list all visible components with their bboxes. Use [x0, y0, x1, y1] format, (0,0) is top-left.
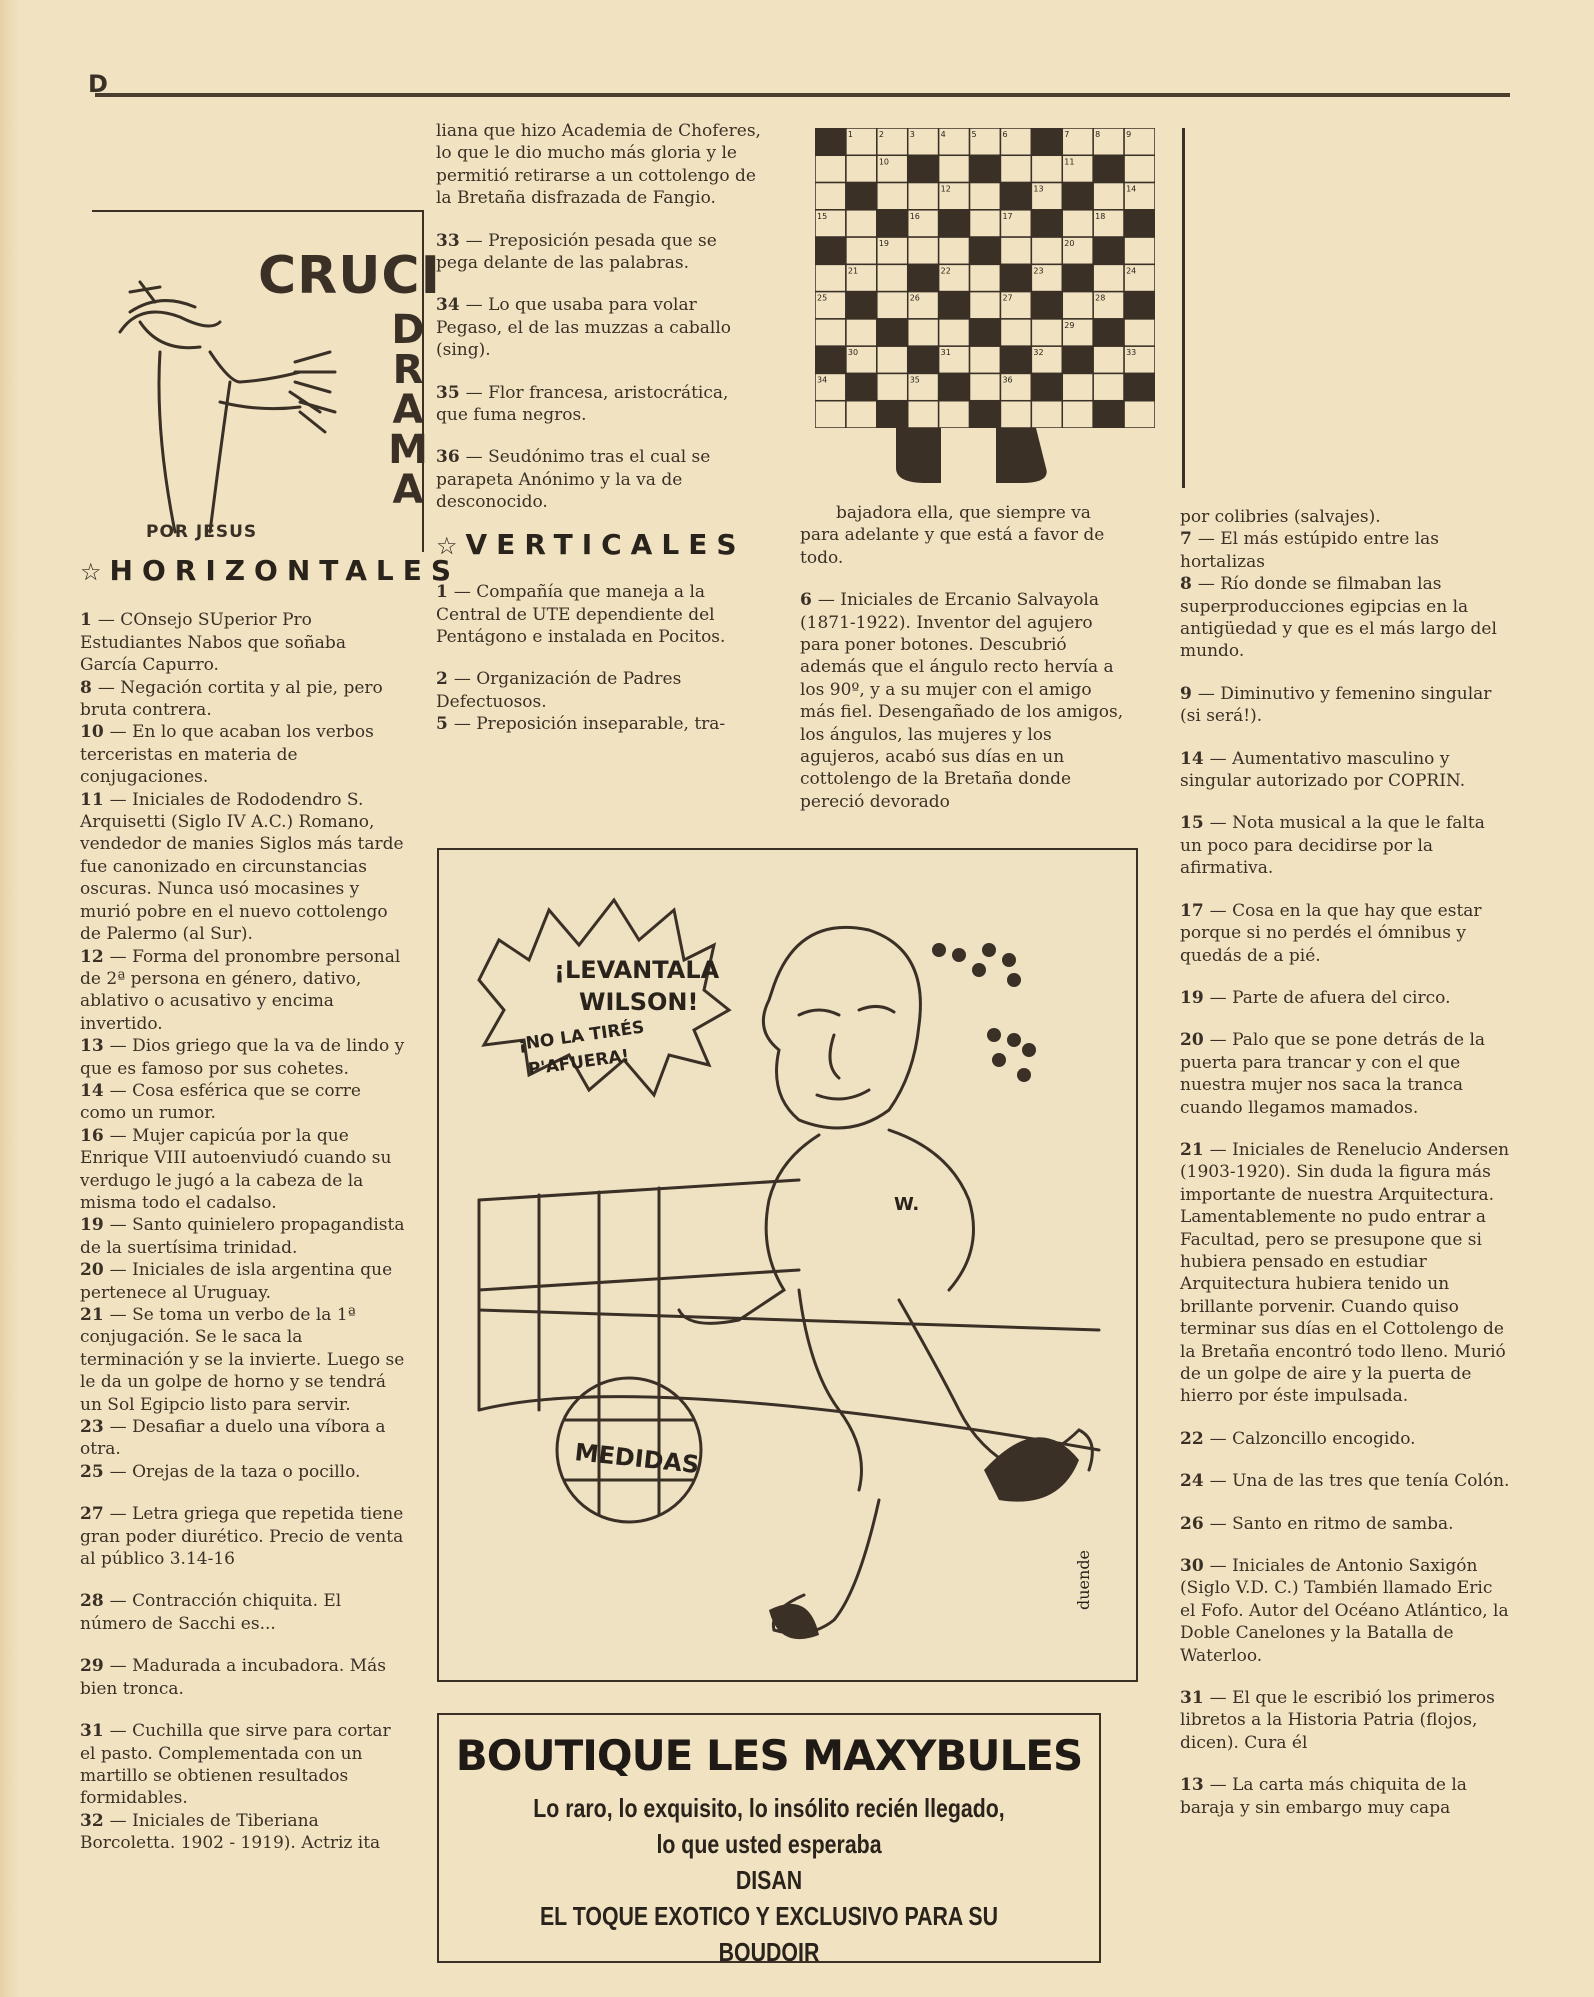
clue-text: — Palo que se pone detrás de la puerta para trancar y con el que nuestra mujer nos saca la tranca cuando llegamos mamados.: [1180, 1030, 1486, 1118]
crossword-number: 4: [940, 130, 946, 139]
cartoon-illustration: [437, 848, 1138, 1682]
crossword-cell: [1000, 264, 1031, 291]
crossword-cell: [970, 373, 1001, 400]
crossword-number: 6: [1002, 130, 1008, 139]
crossword-cell: [1031, 292, 1062, 319]
crossword-number: 31: [940, 348, 951, 358]
clue-number: 9: [1180, 683, 1192, 704]
clue-number: 14: [1180, 748, 1204, 769]
crossword-cell: [1124, 319, 1155, 346]
crossword-cell: [877, 210, 908, 237]
clue-text: — Seudónimo tras el cual se parapeta Anónimo y la va de desconocido.: [436, 447, 711, 513]
clue-number: 8: [80, 677, 92, 698]
crossword-number: 15: [817, 211, 828, 221]
title-cruci: CRUCI: [258, 246, 441, 306]
crossword-cell: [908, 155, 939, 182]
clue-number: 19: [80, 1215, 104, 1236]
crossword-cell: [908, 264, 939, 291]
clue-text: — Iniciales de Ercanio Salvayola (1871-1922). Inventor del agujero para poner botones. Descubrió además que el ángulo recto hervía a los 90º, y a su mujer con el amigo más fiel. Desengañado de los amigos, los ángulos, las mujeres y los agujeros, acabó sus días en un cottolengo de la Bretaña donde pereció devorado: [800, 590, 1124, 812]
title-drama-letter: D: [391, 307, 425, 353]
crossword-cell: [1124, 155, 1155, 182]
clue-text: — Iniciales de Tiberiana Borcoletta. 1902 - 1919). Actriz ita: [80, 1810, 381, 1854]
title-drama-letter: A: [392, 387, 424, 433]
crossword-number: 2: [878, 130, 884, 139]
crossword-cell: [877, 292, 908, 319]
clue-entry: [80, 946, 405, 1036]
crossword-cell: [1031, 155, 1062, 182]
crossword-cell: [1124, 292, 1155, 319]
clue-text: — Compañía que maneja a la Central de UTE dependiente del Pentágono e instalada en Pocitos.: [436, 582, 726, 647]
crossword-cell: [1031, 128, 1062, 155]
clue-text: — Iniciales de Rododendro S. Arquisetti (Siglo IV A.C.) Romano, vendedor de manies Siglos más tarde fue canonizado en circunstancias oscuras. Nunca usó mocasines y murió pobre en el nuevo cottolengo de Palermo (al Sur).: [80, 789, 404, 945]
crossword-number: 27: [1002, 293, 1013, 303]
clue-text: — Cosa esférica que se corre como un rumor.: [80, 1080, 361, 1124]
title-drama-letter: A: [392, 467, 424, 513]
clue-entry: [1180, 528, 1510, 573]
clue-text: — Cosa en la que hay que estar porque si no perdés el ómnibus y quedás de a pié.: [1180, 900, 1482, 966]
speech-line-4: P'AFUERA!: [526, 1045, 631, 1080]
clue-number: 31: [80, 1721, 104, 1742]
clue-entry: [436, 713, 761, 735]
crossword-cell: [1000, 155, 1031, 182]
clue-entry: [80, 1080, 405, 1125]
clue-text: — Contracción chiquita. El número de Sacchi es...: [80, 1591, 342, 1634]
verticales-col3-lead: bajadora ella, que siempre va para adelante y que está a favor de todo.: [800, 503, 1105, 568]
crossword-cell: [939, 237, 970, 264]
clue-text: — Preposición inseparable, tra-: [453, 714, 726, 735]
crossword-cell: [815, 155, 846, 182]
crossword-cell: [939, 155, 970, 182]
crossword-cell: [1124, 237, 1155, 264]
clue-number: 22: [1180, 1428, 1204, 1449]
crossword-number: 19: [878, 239, 890, 249]
crossword-cell: [1031, 237, 1062, 264]
clue-entry: [436, 382, 761, 427]
crossword-cell: [939, 401, 970, 428]
clue-text: — Aumentativo masculino y singular autorizado por COPRIN.: [1180, 748, 1466, 792]
crossword-cell: [970, 292, 1001, 319]
ad-line-2: lo que usted esperaba: [656, 1829, 882, 1859]
clue-entry: [80, 1125, 405, 1215]
crossword-cell: [846, 210, 877, 237]
clue-text: — Orejas de la taza o pocillo.: [109, 1461, 361, 1482]
clue-number: 28: [80, 1591, 104, 1612]
crossword-cell: [1000, 401, 1031, 428]
verticales-heading: [436, 527, 761, 561]
clue-text: — Dios griego que la va de lindo y que es famoso por sus cohetes.: [80, 1036, 405, 1079]
horizontales-heading: [80, 554, 460, 587]
clue-text: — Calzoncillo encogido.: [1209, 1428, 1416, 1449]
crossword-cell: [908, 183, 939, 210]
crossword-cell: [1000, 319, 1031, 346]
crossword-cell: [1093, 183, 1124, 210]
clue-entry: [1180, 900, 1510, 967]
clue-text: — Parte de afuera del circo.: [1209, 987, 1451, 1008]
crossword-cell: [1031, 373, 1062, 400]
crossword-number: 9: [1126, 130, 1132, 139]
clue-number: 16: [80, 1125, 104, 1146]
crossword-number: 10: [878, 157, 890, 167]
clue-text: — Una de las tres que tenía Colón.: [1209, 1471, 1510, 1492]
page-mark: D: [88, 70, 108, 98]
title-drama-letter: R: [392, 347, 424, 393]
crossword-cell: [1031, 401, 1062, 428]
clue-text: — Letra griega que repetida tiene gran poder diurético. Precio de venta al público 3.14-16: [80, 1504, 404, 1570]
clue-entry: [436, 446, 761, 513]
title-drama-letter: M: [388, 427, 428, 473]
ball-label: MEDIDAS: [573, 1438, 701, 1480]
clue-number: 13: [1180, 1775, 1204, 1796]
crossword-cell: [939, 373, 970, 400]
crossword-cell: [1093, 373, 1124, 400]
clue-text: — Nota musical a la que le falta un poco para decidirse por la afirmativa.: [1180, 813, 1485, 879]
clue-number: 35: [436, 382, 460, 403]
crossword-cell: [815, 128, 846, 155]
crossword-cell: [908, 346, 939, 373]
crossword-cell: [970, 183, 1001, 210]
clue-number: 36: [436, 447, 460, 468]
crossword-cell: [908, 401, 939, 428]
shirt-letter: W.: [894, 1194, 920, 1215]
clue-number: 5: [436, 714, 448, 735]
crossword-cell: [846, 183, 877, 210]
crossword-number: 17: [1002, 211, 1013, 221]
crossword-cell: [1000, 237, 1031, 264]
star-icon: ☆: [80, 558, 104, 586]
crossword-cell: [1062, 373, 1093, 400]
crossword-number: 16: [909, 211, 920, 221]
crossword-number: 11: [1064, 157, 1075, 167]
clue-text: — El que le escribió los primeros libretos a la Historia Patria (flojos, dicen). Cura él: [1180, 1688, 1495, 1753]
clue-entry: [80, 1655, 405, 1700]
crossword-cell: [846, 155, 877, 182]
crossword-number: 1: [847, 130, 854, 139]
clue-entry: [1180, 748, 1510, 793]
clue-entry: [80, 1416, 405, 1461]
clue-text: — Diminutivo y femenino singular (si será!).: [1180, 683, 1492, 727]
crossword-cell: [815, 183, 846, 210]
crossword-cell: [1000, 346, 1031, 373]
ad-line-1: Lo raro, lo exquisito, lo insólito recién llegado,: [533, 1793, 1005, 1823]
crossword-number: 32: [1033, 348, 1044, 358]
verticales-heading-text: VERTICALES: [465, 527, 746, 561]
cartoonist-signature: duende: [1074, 1549, 1093, 1610]
clue-number: 21: [80, 1305, 104, 1325]
clue-text: — Iniciales de isla argentina que pertenece al Uruguay.: [80, 1260, 393, 1303]
clue-entry: [80, 1503, 405, 1570]
clue-number: 19: [1180, 987, 1204, 1008]
clue-text: — Preposición pesada que se pega delante de las palabras.: [436, 230, 717, 274]
crossword-number: 13: [1033, 184, 1044, 194]
speech-line-2: WILSON!: [579, 988, 699, 1016]
clue-number: 25: [80, 1461, 104, 1482]
crossword-grid: [815, 128, 1155, 428]
crossword-number: 21: [847, 266, 859, 276]
clue-entry: [80, 1590, 405, 1635]
clue-number: 6: [800, 590, 812, 611]
clue-text: — Forma del pronombre personal de 2ª persona en género, dativo, ablativo o acusativo y encima invertido.: [80, 946, 401, 1034]
clue-entry: [1180, 1428, 1510, 1450]
clue-entry: [80, 1720, 405, 1810]
clue-number: 13: [80, 1036, 104, 1057]
clue-text: — Iniciales de Renelucio Andersen (1903-1920). Sin duda la figura más importante de nuestra Arquitectura. Lamentablemente no pudo entrar a Facultad, pero se presupone que si hubiera pensado en estudiar Arquitectura hubiera tenido un brillante porvenir. Cuando quiso terminar sus días en el Cottolengo de la Bretaña encontró todo lleno. Murió de un golpe de aire y la puerta de hierro por éste impulsada.: [1180, 1139, 1510, 1407]
clue-text: — Flor francesa, aristocrática, que fuma negros.: [436, 382, 729, 426]
crossword-cell: [970, 264, 1001, 291]
crossword-pole: [1182, 128, 1185, 488]
crossword-number: 24: [1126, 266, 1137, 276]
clue-number: 14: [80, 1080, 104, 1101]
horizontales-continued-list: [436, 230, 761, 514]
crossword-number: 33: [1126, 348, 1137, 358]
crossword-cell: [877, 319, 908, 346]
crossword-cell: [1062, 401, 1093, 428]
clue-text: — Mujer capicúa por la que Enrique VIII autoenviudó cuando su verdugo le jugó a la cabeza de la misma todo el cadalso.: [80, 1125, 392, 1213]
crossword-number: 8: [1095, 130, 1101, 139]
clue-number: 8: [1180, 574, 1192, 595]
clue-number: 17: [1180, 900, 1204, 921]
boutique-ad: [437, 1713, 1101, 1967]
clue-entry: [436, 668, 761, 713]
clue-entry: [436, 581, 761, 648]
ad-line-3: DISAN: [735, 1865, 803, 1895]
clue-number: 20: [80, 1260, 104, 1281]
clue-number: 7: [1180, 529, 1192, 550]
crossword-cell: [908, 237, 939, 264]
crossword-cell: [939, 319, 970, 346]
crossword-cell: [877, 401, 908, 428]
crossword-number: 29: [1064, 320, 1075, 330]
column-four: [1180, 506, 1510, 1819]
crossword-cell: [1124, 210, 1155, 237]
verticales-col4-list: [1180, 528, 1510, 1819]
crossword-cell: [970, 401, 1001, 428]
clue-entry: [80, 609, 405, 676]
crossword-cell: [1093, 155, 1124, 182]
clue-number: 30: [1180, 1556, 1204, 1577]
crossword-cell: [1062, 346, 1093, 373]
crossword-cell: [846, 373, 877, 400]
clue-number: 1: [80, 610, 92, 631]
crossword-cell: [846, 319, 877, 346]
crossword-cell: [846, 401, 877, 428]
crossword-cell: [1093, 264, 1124, 291]
verticales-col4-lead: por colibries (salvajes).: [1180, 507, 1381, 527]
clue-number: 32: [80, 1810, 104, 1831]
clue-entry: [1180, 1555, 1510, 1667]
crossword-number: 36: [1002, 375, 1013, 385]
clue-number: 29: [80, 1656, 104, 1677]
clue-entry: [80, 1214, 405, 1259]
crossword-cell: [815, 319, 846, 346]
crossword-number: 18: [1095, 211, 1106, 221]
clue-number: 20: [1180, 1030, 1204, 1051]
crossword-cell: [815, 237, 846, 264]
crossword-cell: [939, 210, 970, 237]
star-icon: ☆: [436, 531, 460, 560]
clue-entry: [80, 1304, 405, 1416]
clue-entry: [80, 721, 405, 788]
crossword-cell: [939, 292, 970, 319]
clue-number: 21: [1180, 1139, 1204, 1160]
clue-entry: [1180, 1774, 1510, 1819]
crossword-number: 30: [847, 348, 859, 358]
crossword-cell: [1093, 319, 1124, 346]
clue-entry: [436, 230, 761, 275]
clue-entry: [80, 1461, 405, 1483]
horizontales-continued-lead: liana que hizo Academia de Choferes, lo que le dio mucho más gloria y le permitió retirarse a un cottolengo de la Bretaña disfrazada de Fangio.: [436, 121, 761, 209]
clue-number: 11: [80, 789, 104, 810]
clue-entry: [1180, 1029, 1510, 1119]
crossword-cell: [1000, 183, 1031, 210]
clue-number: 27: [80, 1504, 104, 1525]
clue-text: — Río donde se filmaban las superproducciones egipcias en la antigüedad y que es el más largo del mundo.: [1180, 574, 1497, 662]
clue-text: — Santo quinielero propagandista de la suertísima trinidad.: [80, 1215, 405, 1258]
crossword-number: 20: [1064, 239, 1075, 249]
clue-number: 15: [1180, 813, 1204, 834]
clue-text: — Lo que usaba para volar Pegaso, el de las muzzas a caballo (sing).: [436, 295, 732, 361]
clue-text: — Santo en ritmo de samba.: [1209, 1513, 1454, 1534]
crossword-cell: [846, 237, 877, 264]
cartoon-drawing: [439, 850, 1136, 1680]
speech-line-3: ¡NO LA TIRÉS: [516, 1017, 646, 1055]
clue-text: — Iniciales de Antonio Saxigón (Siglo V.D. C.) También llamado Eric el Fofo. Autor del Océano Atlántico, la Doble Canelones y la Batalla de Waterloo.: [1180, 1556, 1509, 1666]
clue-entry: [1180, 1470, 1510, 1492]
crossword-cell: [970, 319, 1001, 346]
crossword-feet-illustration: [886, 428, 1056, 488]
crossword-cell: [877, 264, 908, 291]
verticales-col3-list: [800, 589, 1125, 813]
horizontales-column: [80, 554, 460, 1855]
crossword-cell: [1062, 183, 1093, 210]
crossword-cell: [970, 155, 1001, 182]
crossword-cell: [1031, 210, 1062, 237]
crossword-number: 28: [1095, 293, 1106, 303]
crossword-cell: [877, 183, 908, 210]
horizontales-heading-text: HORIZONTALES: [109, 554, 460, 587]
crossword-number: 3: [909, 130, 915, 139]
crossword-cell: [877, 346, 908, 373]
crossword-cell: [1093, 401, 1124, 428]
ad-title: BOUTIQUE LES MAXYBULES: [455, 1731, 1083, 1780]
clue-number: 12: [80, 946, 104, 967]
crossword-number: 25: [817, 293, 828, 303]
clue-text: — Organización de Padres Defectuosos.: [436, 669, 682, 712]
top-rule: [95, 93, 1510, 97]
crossword-cell: [1093, 346, 1124, 373]
clue-number: 34: [436, 295, 460, 316]
clue-entry: [1180, 1139, 1510, 1408]
crossword-cell: [1124, 373, 1155, 400]
crossword-cell: [970, 237, 1001, 264]
crossword-cell: [970, 210, 1001, 237]
crossword-number: 14: [1126, 184, 1137, 194]
crossword-cell: [1062, 210, 1093, 237]
horizontales-list: [80, 609, 405, 1854]
crossword-cell: [1062, 292, 1093, 319]
clue-number: 26: [1180, 1513, 1204, 1534]
crossword-cell: [908, 319, 939, 346]
clue-entry: [80, 1035, 405, 1080]
clue-text: — Negación cortita y al pie, pero bruta contrera.: [80, 677, 383, 721]
crossword-number: 26: [909, 293, 920, 303]
verticales-list: [436, 581, 761, 735]
clue-text: — La carta más chiquita de la baraja y sin embargo muy capa: [1180, 1775, 1467, 1818]
clue-text: — Cuchilla que sirve para cortar el pasto. Complementada con un martillo se obtienen resultados formidables.: [80, 1721, 391, 1809]
clue-text: — El más estúpido entre las hortalizas: [1180, 529, 1440, 572]
crossword-cell: [1124, 401, 1155, 428]
clue-entry: [1180, 812, 1510, 879]
crossword-number: 23: [1033, 266, 1044, 276]
clue-entry: [1180, 1513, 1510, 1535]
clue-text: — Madurada a incubadora. Más bien tronca.: [80, 1656, 386, 1699]
clue-number: 1: [436, 582, 448, 603]
clue-number: 23: [80, 1417, 104, 1438]
clue-text: — COnsejo SUperior Pro Estudiantes Nabos que soñaba García Capurro.: [80, 610, 346, 676]
crossword-cell: [846, 292, 877, 319]
crossword-cell: [815, 401, 846, 428]
column-two: [436, 120, 761, 736]
crossword-cell: [1062, 264, 1093, 291]
page-edge: [0, 0, 20, 1997]
crossword-cell: [877, 373, 908, 400]
column-three: [800, 502, 1125, 813]
clue-number: 33: [436, 230, 460, 251]
crossword-cell: [1031, 319, 1062, 346]
clue-number: 31: [1180, 1688, 1204, 1709]
clue-entry: [1180, 573, 1510, 663]
crossword-cell: [1093, 237, 1124, 264]
crossword-number: 34: [817, 375, 828, 385]
clue-entry: [800, 589, 1125, 813]
crossword-number: 7: [1064, 130, 1070, 139]
clue-number: 24: [1180, 1471, 1204, 1492]
clue-entry: [436, 294, 761, 361]
clue-number: 10: [80, 722, 104, 743]
title-drama: [388, 307, 428, 513]
clue-text: — Desafiar a duelo una víbora a otra.: [80, 1417, 386, 1460]
clue-entry: [80, 1810, 405, 1855]
crossword-cell: [970, 346, 1001, 373]
speech-line-1: ¡LEVANTALA: [554, 956, 720, 984]
clue-text: — Se toma un verbo de la 1ª conjugación. Se le saca la terminación y se la invierte. Luego se le da un golpe de horno y se tendrá un Sol Egipcio listo para servir.: [80, 1305, 405, 1415]
crossword-number: 5: [971, 130, 977, 139]
ad-line-4: EL TOQUE EXOTICO Y EXCLUSIVO PARA SU BOUDOIR: [539, 1901, 999, 1967]
clue-entry: [80, 789, 405, 946]
crossword-number: 12: [940, 184, 951, 194]
crossword-number: 22: [940, 266, 951, 276]
clue-entry: [1180, 683, 1510, 728]
crossword-number: 35: [909, 375, 920, 385]
crossword-cell: [815, 346, 846, 373]
clue-number: 2: [436, 669, 448, 690]
clue-text: — En lo que acaban los verbos terceristas en materia de conjugaciones.: [80, 722, 374, 788]
clue-entry: [1180, 987, 1510, 1009]
clue-entry: [1180, 1687, 1510, 1754]
title-author: POR JESUS: [146, 522, 258, 542]
crossword-cell: [815, 264, 846, 291]
clue-entry: [80, 1259, 405, 1304]
clue-entry: [80, 677, 405, 722]
